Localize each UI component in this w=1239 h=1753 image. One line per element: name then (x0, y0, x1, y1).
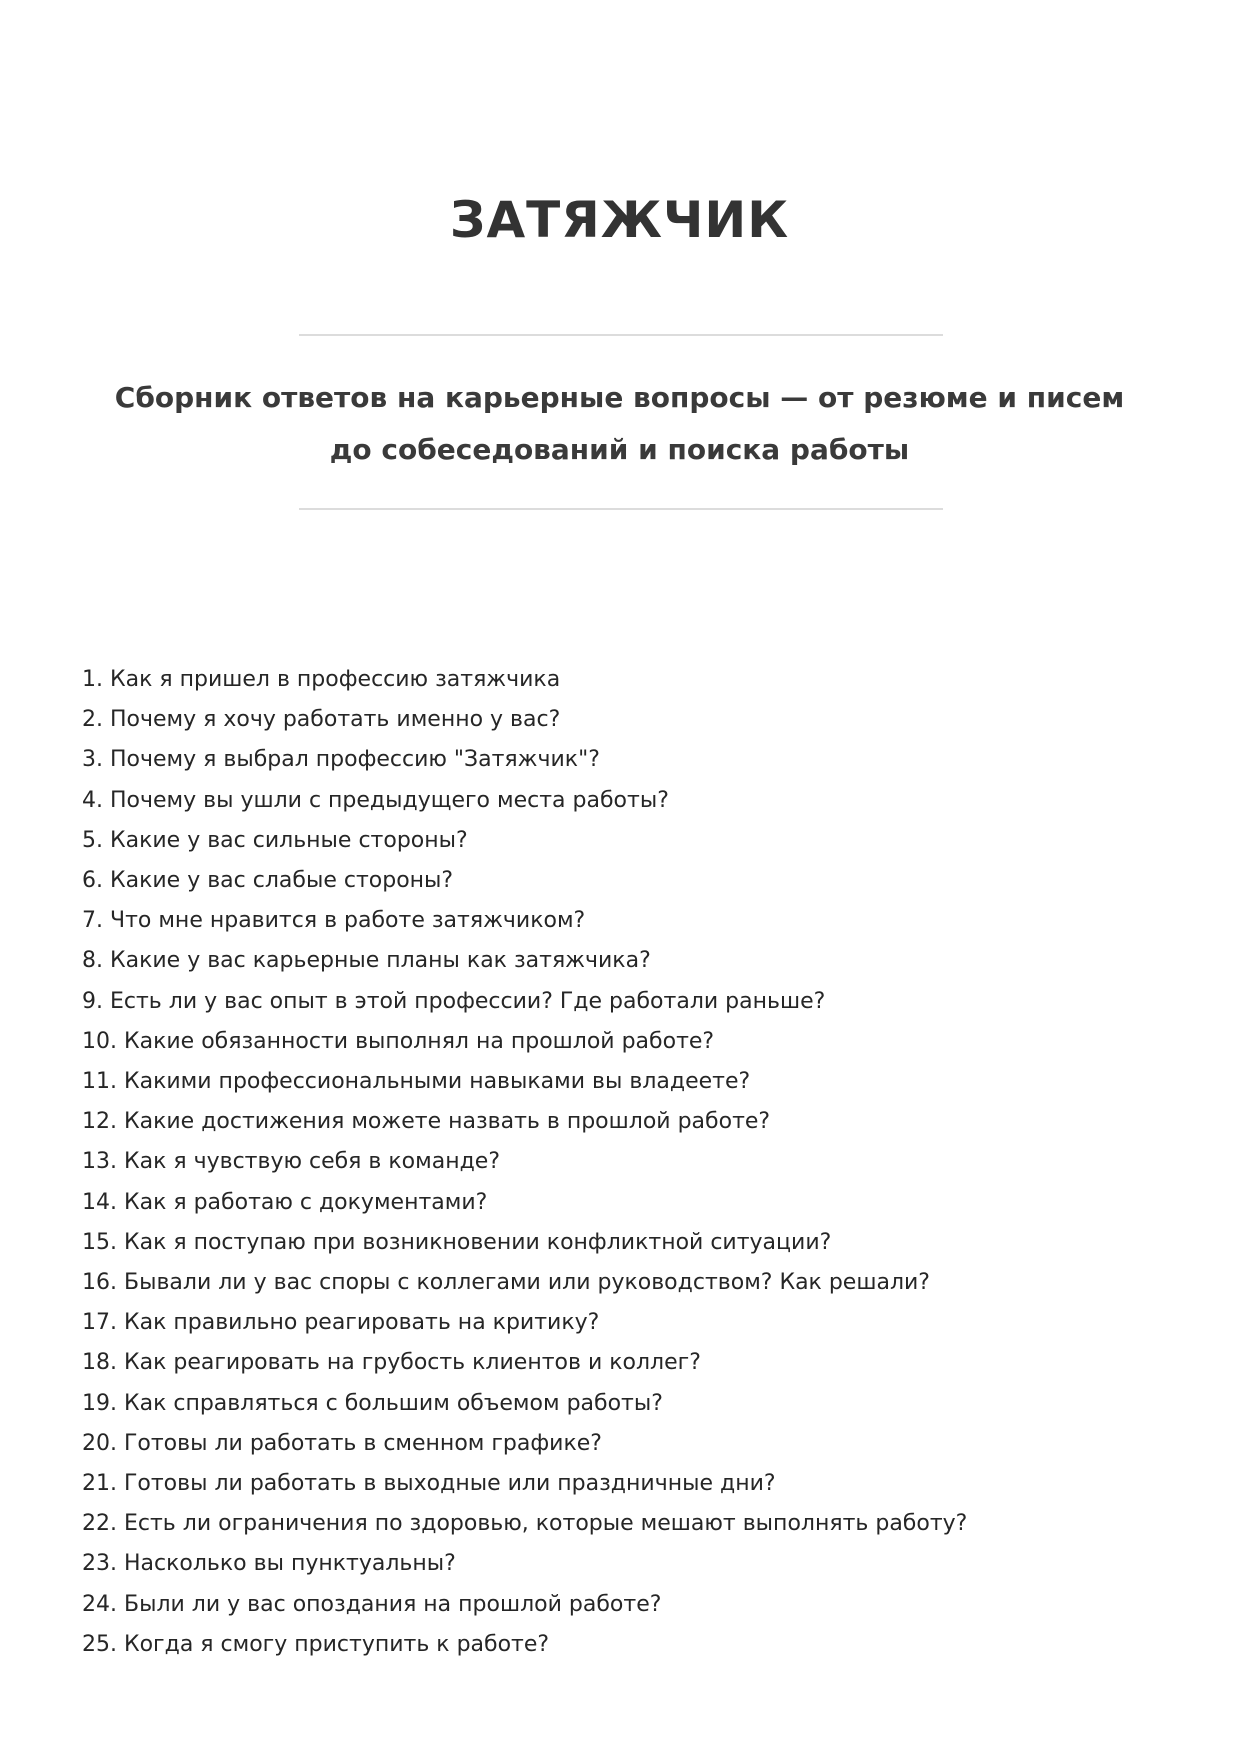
question-item: 15. Как я поступаю при возникновении конфликтной ситуации? (82, 1229, 832, 1255)
question-item: 3. Почему я выбрал профессию "Затяжчик"? (82, 747, 600, 773)
question-item: 13. Как я чувствую себя в команде? (82, 1149, 500, 1175)
question-item: 4. Почему вы ушли с предыдущего места работы? (82, 787, 669, 813)
question-item: 10. Какие обязанности выполнял на прошлой работе? (82, 1028, 715, 1054)
question-item: 2. Почему я хочу работать именно у вас? (82, 707, 561, 733)
question-item: 11. Какими профессиональными навыками вы владеете? (82, 1069, 751, 1095)
question-item: 19. Как справляться с большим объемом работы? (82, 1390, 663, 1416)
question-item: 14. Как я работаю с документами? (82, 1189, 488, 1215)
question-item: 7. Что мне нравится в работе затяжчиком? (82, 908, 586, 934)
question-item: 25. Когда я смогу приступить к работе? (82, 1631, 550, 1657)
question-item: 21. Готовы ли работать в выходные или праздничные дни? (82, 1471, 776, 1497)
question-item: 12. Какие достижения можете назвать в прошлой работе? (82, 1109, 771, 1135)
question-item: 20. Готовы ли работать в сменном графике? (82, 1430, 602, 1456)
question-item: 8. Какие у вас карьерные планы как затяжчика? (82, 948, 651, 974)
divider-top (299, 334, 943, 336)
question-item: 6. Какие у вас слабые стороны? (82, 868, 454, 894)
question-item: 9. Есть ли у вас опыт в этой профессии? Где работали раньше? (82, 988, 826, 1014)
question-item: 18. Как реагировать на грубость клиентов и коллег? (82, 1350, 701, 1376)
divider-bottom (299, 508, 943, 510)
question-item: 22. Есть ли ограничения по здоровью, которые мешают выполнять работу? (82, 1511, 968, 1537)
question-list (82, 660, 1162, 1665)
question-item: 24. Были ли у вас опоздания на прошлой работе? (82, 1591, 662, 1617)
question-item: 23. Насколько вы пунктуальны? (82, 1551, 456, 1577)
page-title: ЗАТЯЖЧИК (449, 191, 790, 249)
question-item: 5. Какие у вас сильные стороны? (82, 827, 468, 853)
question-item: 17. Как правильно реагировать на критику? (82, 1310, 600, 1336)
question-item: 16. Бывали ли у вас споры с коллегами или руководством? Как решали? (82, 1270, 930, 1296)
page-subtitle: Сборник ответов на карьерные вопросы — от резюме и писем до собеседований и поиска работы (114, 381, 1125, 466)
question-item: 1. Как я пришел в профессию затяжчика (82, 667, 561, 692)
